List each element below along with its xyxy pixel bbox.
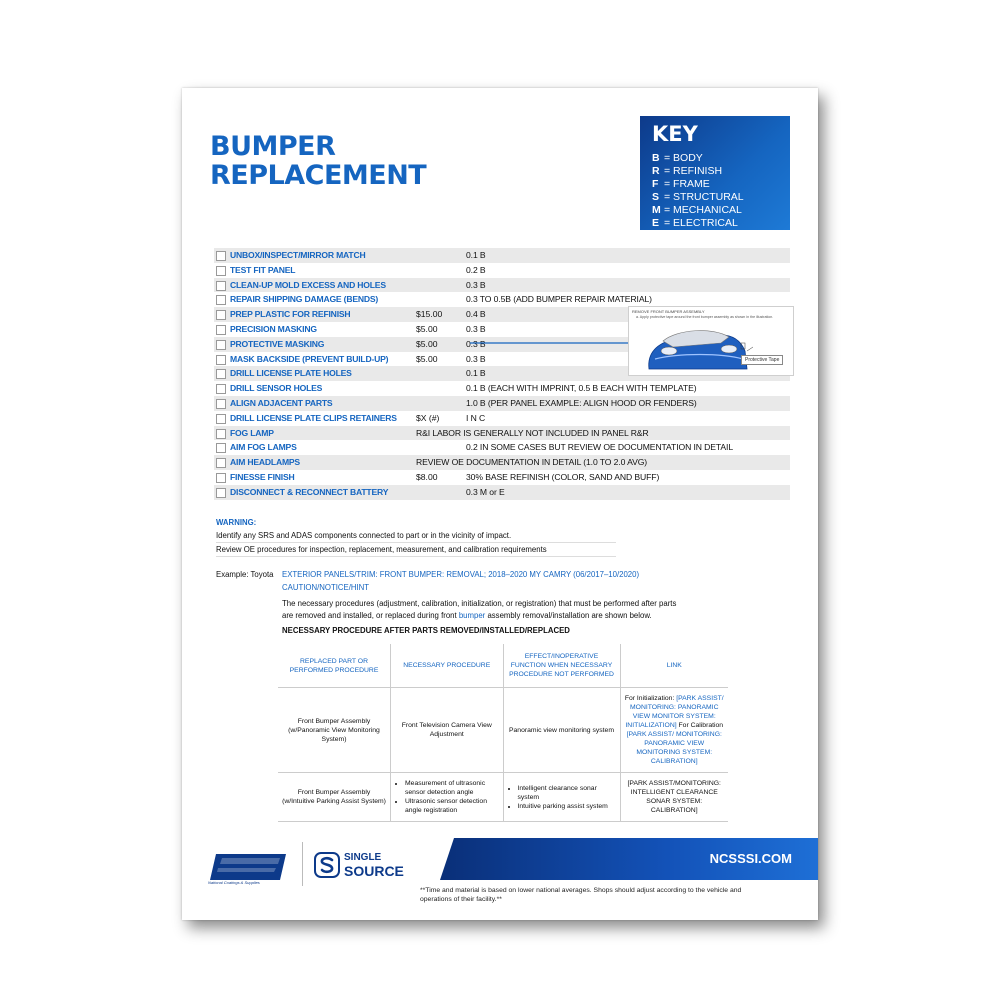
caution-link[interactable]: CAUTION/NOTICE/HINT — [282, 583, 370, 592]
checklist-row — [214, 440, 790, 455]
checklist-time: 0.2 IN SOME CASES BUT REVIEW OE DOCUMENTATION IN DETAIL — [466, 442, 733, 453]
list-item: • Intelligent clearance sonar system — [518, 784, 616, 802]
key-label: = ELECTRICAL — [664, 217, 738, 229]
checklist-label: CLEAN-UP MOLD EXCESS AND HOLES — [230, 279, 386, 290]
table-cell — [503, 773, 620, 822]
key-item — [652, 178, 744, 191]
ncs-logo-icon — [208, 850, 288, 884]
checklist-time: 0.1 B — [466, 368, 486, 379]
ncs-tagline: National Coatings & Supplies — [208, 880, 260, 885]
checklist-price: $5.00 — [416, 323, 438, 334]
key-code: M — [652, 204, 661, 216]
checklist-price: $5.00 — [416, 353, 438, 364]
single-source-line-1: SINGLE — [344, 852, 382, 863]
key-item — [652, 165, 744, 178]
list-item: • Measurement of ultrasonic sensor detection angle — [405, 779, 499, 797]
key-item — [652, 191, 744, 204]
checklist-label: DRILL LICENSE PLATE HOLES — [230, 368, 352, 379]
checklist-row — [214, 263, 790, 278]
page-title — [210, 132, 426, 190]
checklist-time: 0.1 B — [466, 250, 486, 260]
checklist-label: FOG LAMP — [230, 427, 274, 438]
checklist-time: 0.2 B — [466, 264, 486, 275]
arrow-icon — [470, 338, 640, 348]
table-cell — [620, 688, 728, 773]
key-list — [652, 152, 744, 230]
link-label: For Calibration — [678, 722, 724, 729]
checkbox[interactable] — [216, 384, 226, 394]
checkbox[interactable] — [216, 295, 226, 305]
checklist-label: MASK BACKSIDE (PREVENT BUILD-UP) — [230, 353, 389, 364]
key-label: = BODY — [664, 152, 703, 164]
checkbox[interactable] — [216, 310, 226, 320]
procedure-list — [395, 779, 499, 815]
checklist-time: REVIEW OE DOCUMENTATION IN DETAIL (1.0 TO 2.0 AVG) — [416, 457, 648, 468]
table-cell: Front Bumper Assembly (w/Intuitive Parking Assist System) — [278, 773, 391, 822]
checklist-row — [214, 411, 790, 426]
checklist-time: 0.3 B — [466, 353, 486, 364]
checklist-time: 0.3 M or E — [466, 486, 505, 497]
checklist-label: PREP PLASTIC FOR REFINISH — [230, 309, 351, 320]
checklist-label: UNBOX/INSPECT/MIRROR MATCH — [230, 250, 366, 260]
checkbox[interactable] — [216, 399, 226, 409]
checklist-time: 0.3 B — [466, 279, 486, 290]
checklist-time: 0.3 TO 0.5B (ADD BUMPER REPAIR MATERIAL) — [466, 294, 652, 305]
checklist-time: 0.3 B — [466, 323, 486, 334]
title-line-2: REPLACEMENT — [210, 160, 427, 191]
body-text: The necessary procedures (adjustment, calibration, initialization, or registration) that must be performed after parts are removed and installed, or replaced during front — [282, 599, 677, 620]
checkbox[interactable] — [216, 281, 226, 291]
key-item — [652, 217, 744, 230]
divider — [302, 842, 303, 886]
procedure-table — [278, 644, 728, 822]
checklist-row — [214, 470, 790, 485]
illustration-step: a. Apply protective tape around the front bumper assembly as shown in the illustration. — [636, 315, 774, 319]
checklist-row — [214, 292, 790, 307]
table-row — [278, 773, 728, 822]
body-text: assembly removal/installation are shown below. — [485, 611, 652, 620]
footer — [182, 832, 818, 920]
website-link[interactable]: NCSSSI.COM — [709, 851, 792, 866]
table-cell: Front Bumper Assembly (w/Panoramic View Monitoring System) — [278, 688, 391, 773]
initialization-link[interactable]: [PARK ASSIST/ MONITORING: PANORAMIC VIEW MONITOR SYSTEM: INITIALIZATION] — [625, 695, 724, 729]
illustration-heading: REMOVE FRONT BUMPER ASSEMBLY — [632, 309, 705, 314]
checklist-price: $X (#) — [416, 412, 440, 423]
checklist-time: 30% BASE REFINISH (COLOR, SAND AND BUFF) — [466, 471, 660, 482]
key-label: = FRAME — [664, 178, 710, 190]
checklist-row — [214, 426, 790, 441]
checklist-time: R&I LABOR IS GENERALLY NOT INCLUDED IN PANEL R&R — [416, 427, 649, 438]
checklist-row — [214, 278, 790, 293]
checklist-time: 0.4 B — [466, 309, 486, 320]
checklist-time: I N C — [466, 412, 486, 423]
checklist-row — [214, 485, 790, 500]
table-cell: Front Television Camera View Adjustment — [391, 688, 504, 773]
table-cell: Panoramic view monitoring system — [503, 688, 620, 773]
key-item — [652, 152, 744, 165]
key-label: = MECHANICAL — [664, 204, 742, 216]
key-code: R — [652, 165, 660, 177]
column-header: REPLACED PART OR PERFORMED PROCEDURE — [278, 644, 391, 688]
key-code: B — [652, 152, 660, 164]
warning-line: Identify any SRS and ADAS components connected to part or in the vicinity of impact. — [216, 529, 616, 543]
example-link[interactable]: EXTERIOR PANELS/TRIM: FRONT BUMPER: REMOVAL; 2018–2020 MY CAMRY (06/2017–10/2020) — [282, 570, 640, 579]
checklist-time: 0.1 B (EACH WITH IMPRINT, 0.5 B EACH WITH TEMPLATE) — [466, 383, 697, 394]
key-heading: KEY — [652, 122, 698, 146]
checklist-time: 1.0 B (PER PANEL EXAMPLE: ALIGN HOOD OR FENDERS) — [466, 397, 697, 408]
key-code: E — [652, 217, 660, 229]
table-row — [278, 688, 728, 773]
checkbox[interactable] — [216, 458, 226, 468]
warning-line: Review OE procedures for inspection, replacement, measurement, and calibration requirements — [216, 543, 616, 557]
key-code: S — [652, 191, 660, 203]
warning-heading: WARNING: — [216, 518, 257, 527]
checklist-label: AIM HEADLAMPS — [230, 457, 300, 468]
checklist-label: REPAIR SHIPPING DAMAGE (BENDS) — [230, 294, 379, 305]
example-label: Example: Toyota — [216, 570, 274, 579]
checklist-label: PRECISION MASKING — [230, 323, 317, 334]
checkbox[interactable] — [216, 340, 226, 350]
warning-section — [216, 516, 616, 557]
procedure-heading: NECESSARY PROCEDURE AFTER PARTS REMOVED/INSTALLED/REPLACED — [282, 626, 570, 635]
checklist-label: PROTECTIVE MASKING — [230, 338, 325, 349]
checkbox[interactable] — [216, 355, 226, 365]
key-item — [652, 204, 744, 217]
checklist-label: TEST FIT PANEL — [230, 264, 296, 275]
checklist-row — [214, 248, 790, 263]
list-item: • Intuitive parking assist system — [518, 802, 616, 811]
key-label: = STRUCTURAL — [664, 191, 744, 203]
effect-list — [508, 784, 616, 811]
checklist-label: FINESSE FINISH — [230, 471, 295, 482]
checkbox[interactable] — [216, 429, 226, 439]
checklist-row — [214, 396, 790, 411]
checklist-label: AIM FOG LAMPS — [230, 442, 297, 453]
checklist-row — [214, 455, 790, 470]
table-cell — [391, 773, 504, 822]
key-code: F — [652, 178, 659, 190]
key-legend — [640, 116, 790, 230]
checkbox[interactable] — [216, 443, 226, 453]
checkbox[interactable] — [216, 414, 226, 424]
calibration-link[interactable]: [PARK ASSIST/ MONITORING: PANORAMIC VIEW MONITORING SYSTEM: CALIBRATION] — [626, 731, 722, 765]
example-body — [282, 598, 682, 622]
checklist-price: $5.00 — [416, 338, 438, 349]
title-line-1: BUMPER — [210, 131, 336, 162]
checklist-row — [214, 381, 790, 396]
checklist-label: DISCONNECT & RECONNECT BATTERY — [230, 486, 389, 497]
bumper-link[interactable]: bumper — [458, 611, 486, 620]
checklist-label: DRILL LICENSE PLATE CLIPS RETAINERS — [230, 412, 397, 423]
bumper-illustration — [628, 306, 794, 376]
footnote: **Time and material is based on lower national averages. Shops should adjust according to the vehicle and operations of their facility.** — [420, 887, 742, 903]
list-item: • Ultrasonic sensor detection angle registration — [405, 797, 499, 815]
checkbox[interactable] — [216, 369, 226, 379]
protective-tape-label: Protective Tape — [741, 355, 783, 365]
key-label: = REFINISH — [664, 165, 723, 177]
single-source-icon — [314, 852, 340, 878]
checklist-label: DRILL SENSOR HOLES — [230, 383, 323, 394]
document-page — [182, 88, 818, 920]
column-header: EFFECT/INOPERATIVE FUNCTION WHEN NECESSARY PROCEDURE NOT PERFORMED — [503, 644, 620, 688]
checklist-label: ALIGN ADJACENT PARTS — [230, 397, 333, 408]
checkbox[interactable] — [216, 488, 226, 498]
column-header: NECESSARY PROCEDURE — [391, 644, 504, 688]
checklist-time: 0.3 B — [466, 338, 486, 349]
checkbox[interactable] — [216, 325, 226, 335]
table-header-row — [278, 644, 728, 688]
checklist-price: $15.00 — [416, 309, 443, 320]
link-label: For Initialization: — [624, 695, 677, 702]
single-source-line-2: SOURCE — [344, 863, 404, 879]
column-header: LINK — [620, 644, 728, 688]
checkbox[interactable] — [216, 251, 226, 261]
checkbox[interactable] — [216, 473, 226, 483]
checklist-price: $8.00 — [416, 471, 438, 482]
checkbox[interactable] — [216, 266, 226, 276]
sonar-calibration-link[interactable]: [PARK ASSIST/MONITORING: INTELLIGENT CLEARANCE SONAR SYSTEM: CALIBRATION] — [620, 773, 728, 822]
